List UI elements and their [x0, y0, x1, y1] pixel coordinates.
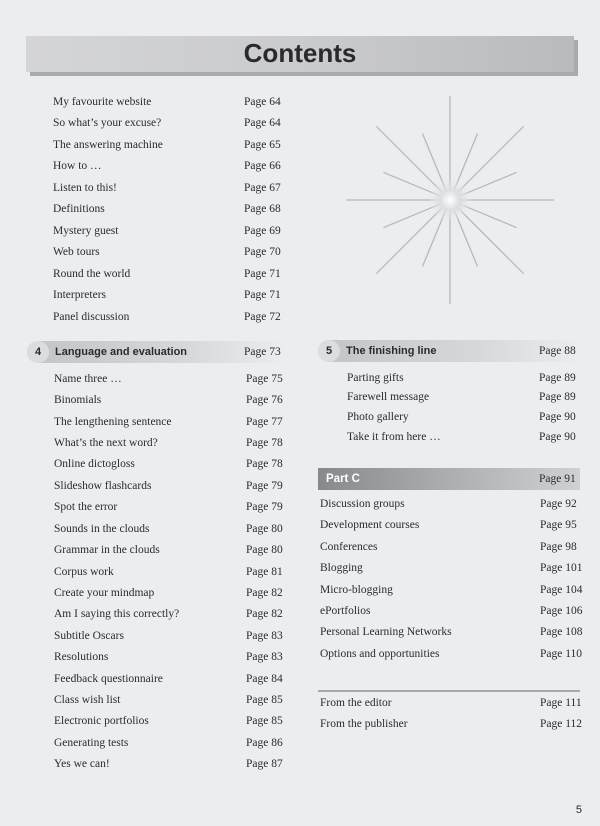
list-item[interactable]: Conferences Page 98	[320, 541, 577, 553]
section-page: Page 88	[539, 345, 576, 357]
list-item[interactable]: Yes we can! Page 87	[54, 758, 283, 770]
list-item[interactable]: Interpreters Page 71	[53, 289, 281, 301]
list-item[interactable]: Am I saying this correctly? Page 82	[54, 608, 283, 620]
list-item[interactable]: ePortfolios Page 106	[320, 605, 583, 617]
list-item[interactable]: Binomials Page 76	[54, 394, 283, 406]
list-item[interactable]: Feedback questionnaire Page 84	[54, 673, 283, 685]
list-item[interactable]: Subtitle Oscars Page 83	[54, 630, 283, 642]
list-item[interactable]: What’s the next word? Page 78	[54, 437, 283, 449]
list-item[interactable]: From the publisher Page 112	[320, 718, 583, 730]
page-title: Contents	[243, 38, 357, 68]
list-item[interactable]: The lengthening sentence Page 77	[54, 416, 283, 428]
title-bar	[26, 36, 574, 72]
list-item[interactable]: Panel discussion Page 72	[53, 311, 281, 323]
divider	[318, 690, 580, 692]
starburst-decoration	[345, 95, 555, 305]
section-number: 4	[27, 341, 49, 363]
list-item[interactable]: Photo gallery Page 90	[347, 411, 576, 423]
part-title: Part C	[326, 473, 360, 485]
list-item[interactable]: Parting gifts Page 89	[347, 372, 576, 384]
page-number: 5	[575, 804, 582, 816]
list-item[interactable]: Blogging Page 101	[320, 562, 583, 574]
list-item[interactable]: My favourite website Page 64	[53, 96, 281, 108]
list-item[interactable]: Grammar in the clouds Page 80	[54, 544, 283, 556]
list-item[interactable]: Listen to this! Page 67	[53, 182, 281, 194]
list-item[interactable]: Resolutions Page 83	[54, 651, 283, 663]
list-item[interactable]: Web tours Page 70	[53, 246, 281, 258]
list-item[interactable]: Personal Learning Networks Page 108	[320, 626, 583, 638]
list-item[interactable]: From the editor Page 111	[320, 697, 582, 709]
section-4-header[interactable]	[27, 341, 285, 363]
list-item[interactable]: How to … Page 66	[53, 160, 281, 172]
list-item[interactable]: Take it from here … Page 90	[347, 431, 576, 443]
section-title: The finishing line	[346, 345, 437, 357]
list-item[interactable]: Class wish list Page 85	[54, 694, 283, 706]
list-item[interactable]: Corpus work Page 81	[54, 566, 283, 578]
list-item[interactable]: Name three … Page 75	[54, 373, 283, 385]
list-item[interactable]: Farewell message Page 89	[347, 391, 576, 403]
list-item[interactable]: The answering machine Page 65	[53, 139, 281, 151]
list-item[interactable]: Create your mindmap Page 82	[54, 587, 283, 599]
list-item[interactable]: Mystery guest Page 69	[53, 225, 281, 237]
list-item[interactable]: Online dictogloss Page 78	[54, 458, 283, 470]
list-item[interactable]: Discussion groups Page 92	[320, 498, 577, 510]
part-page: Page 91	[539, 473, 576, 485]
list-item[interactable]: Options and opportunities Page 110	[320, 648, 583, 660]
part-c-header[interactable]	[318, 468, 580, 490]
list-item[interactable]: Generating tests Page 86	[54, 737, 283, 749]
list-item[interactable]: So what’s your excuse? Page 64	[53, 117, 281, 129]
section-page: Page 73	[244, 346, 281, 358]
list-item[interactable]: Sounds in the clouds Page 80	[54, 523, 283, 535]
list-item[interactable]: Spot the error Page 79	[54, 501, 283, 513]
list-item[interactable]: Definitions Page 68	[53, 203, 281, 215]
section-title: Language and evaluation	[55, 346, 188, 358]
list-item[interactable]: Slideshow flashcards Page 79	[54, 480, 283, 492]
list-item[interactable]: Development courses Page 95	[320, 519, 577, 531]
list-item[interactable]: Electronic portfolios Page 85	[54, 715, 283, 727]
list-item[interactable]: Round the world Page 71	[53, 268, 281, 280]
section-number: 5	[318, 340, 340, 362]
section-5-header[interactable]	[318, 340, 580, 362]
list-item[interactable]: Micro-blogging Page 104	[320, 584, 583, 596]
